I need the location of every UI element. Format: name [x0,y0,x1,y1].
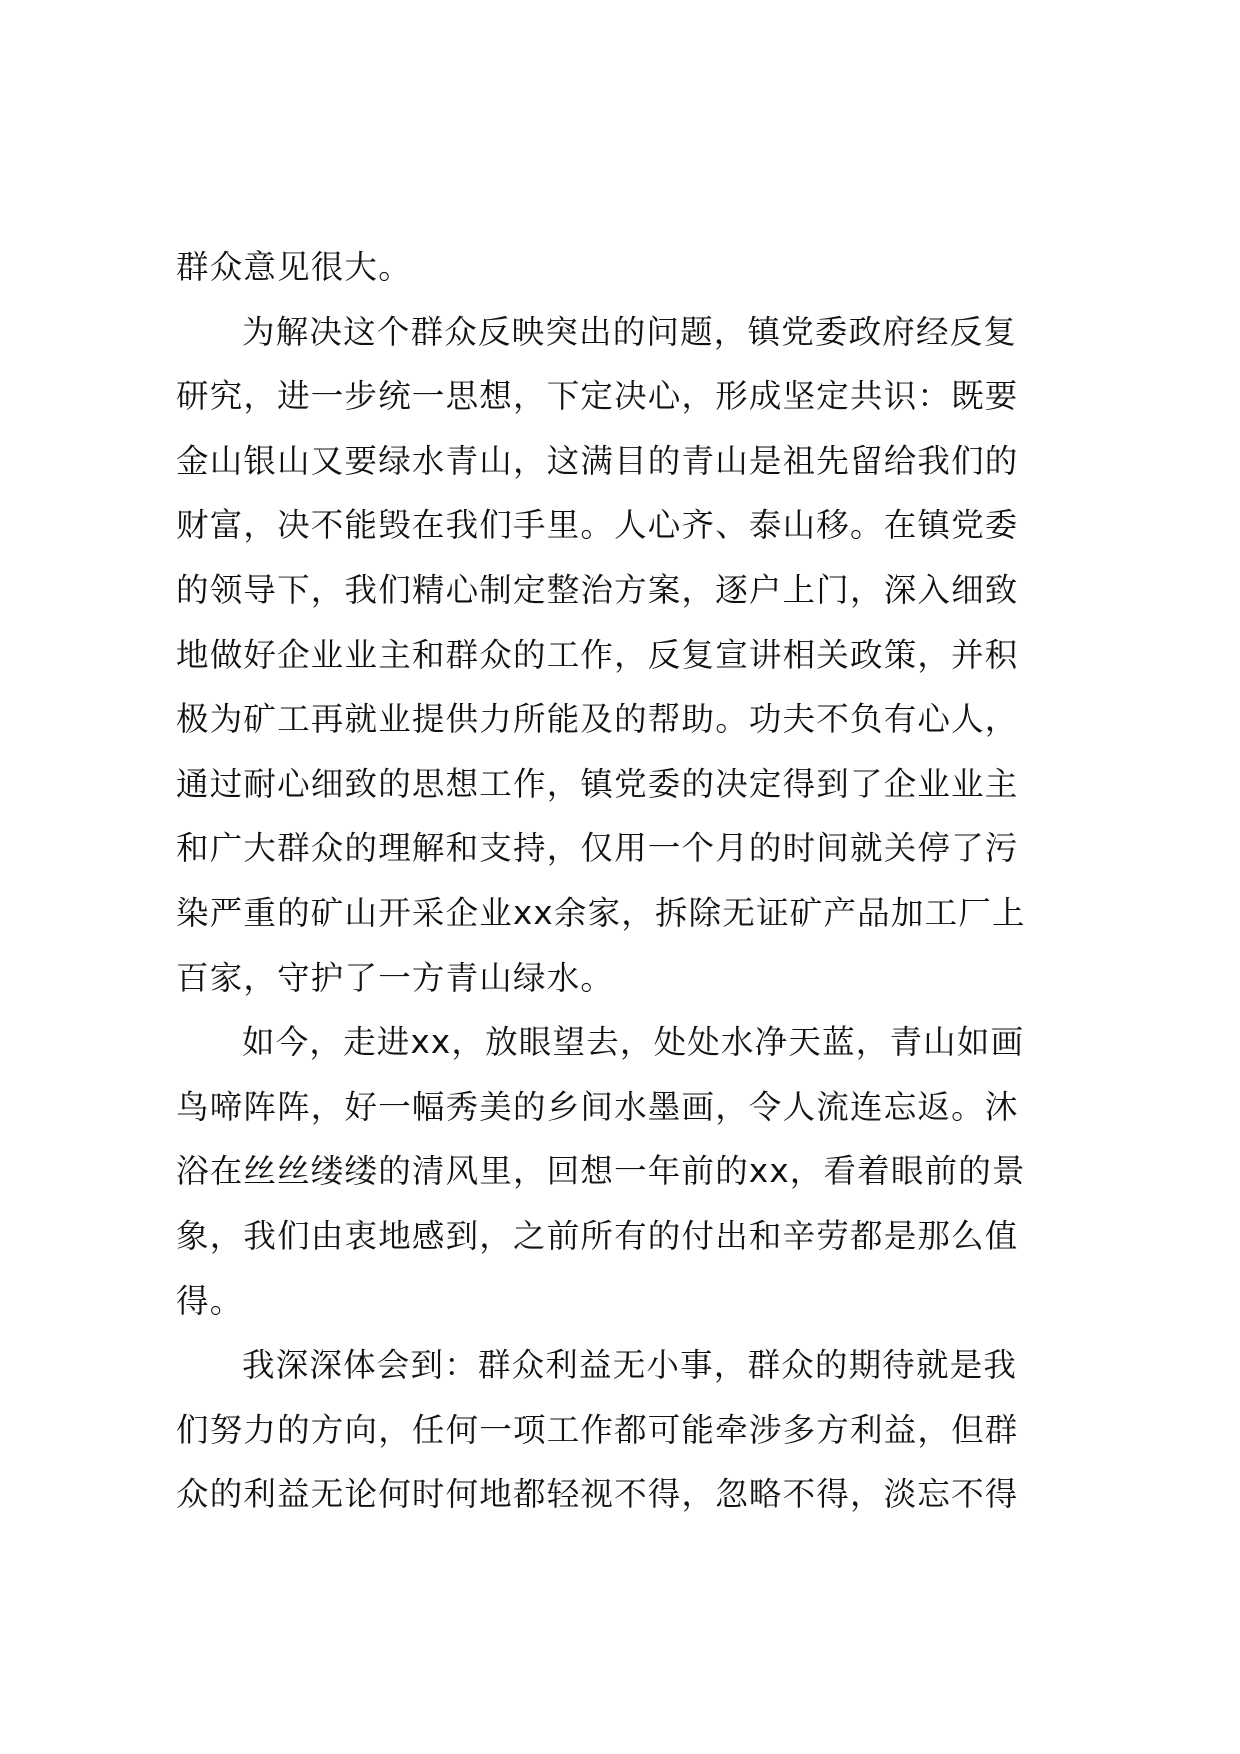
document-body [176,235,1096,1527]
text-line: 群众意见很大。 [176,248,412,286]
text-line: 们努力的方向，任何一项工作都可能牵涉多方利益，但群 [176,1410,1019,1449]
text-line: 浴在丝丝缕缕的清风里，回想一年前的xx，看着眼前的景 [176,1152,1026,1191]
text-line: 地做好企业业主和群众的工作，反复宣讲相关政策，并积 [176,635,1019,674]
text-line: 极为矿工再就业提供力所能及的帮助。功夫不负有心人， [176,700,1019,739]
text-line: 我深深体会到：群众利益无小事，群众的期待就是我 [242,1346,1018,1385]
text-line: 染严重的矿山开采企业xx余家，拆除无证矿产品加工厂上 [176,893,1026,932]
text-line: 财富，决不能毁在我们手里。人心齐、泰山移。在镇党委 [176,506,1019,545]
text-line: 鸟啼阵阵，好一幅秀美的乡间水墨画，令人流连忘返。沐 [176,1087,1019,1126]
text-line: 和广大群众的理解和支持，仅用一个月的时间就关停了污 [176,829,1019,868]
text-line: 为解决这个群众反映突出的问题，镇党委政府经反复 [242,312,1018,351]
text-line: 金山银山又要绿水青山，这满目的青山是祖先留给我们的 [176,441,1019,480]
text-line: 百家，守护了一方青山绿水。 [176,958,615,997]
text-line: 研究，进一步统一思想，下定决心，形成坚定共识：既要 [176,377,1019,416]
text-line: 的领导下，我们精心制定整治方案，逐户上门，深入细致 [176,570,1019,609]
text-line: 通过耐心细致的思想工作，镇党委的决定得到了企业业主 [176,764,1019,803]
text-line: 得。 [176,1281,244,1320]
text-line: 如今，走进xx，放眼望去，处处水净天蓝，青山如画 [242,1023,1025,1062]
text-line: 众的利益无论何时何地都轻视不得，忽略不得，淡忘不得 [176,1475,1019,1514]
text-line: 象，我们由衷地感到，之前所有的付出和辛劳都是那么值 [176,1216,1019,1255]
